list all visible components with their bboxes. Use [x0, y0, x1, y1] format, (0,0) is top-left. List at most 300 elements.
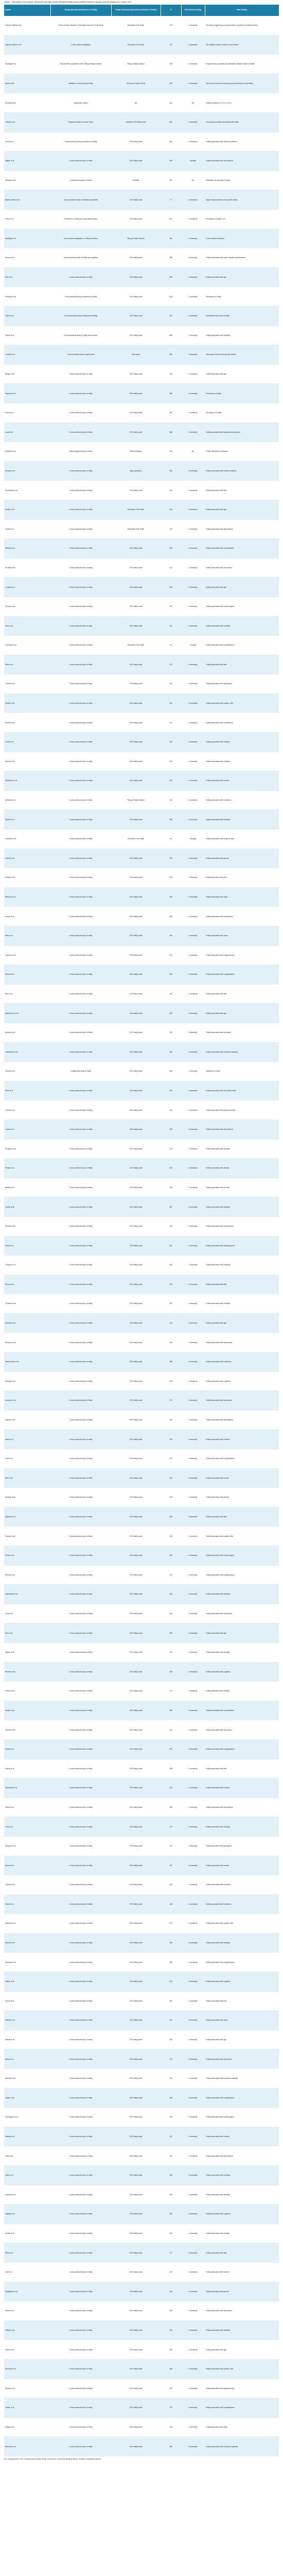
cell-author: Melo et al.: [4, 926, 50, 946]
cell-instrument: CHS frailty scale: [111, 2379, 161, 2398]
table-footnote: NA, not applicable; CHS, Cardiovascular Health Study; Community, community-dwelling elderly; Hospital, hospitalized elderly.: [4, 2458, 101, 2460]
cell-instrument: CHS frailty scale: [111, 2108, 161, 2127]
cell-author: Castro et al.: [4, 2088, 50, 2108]
table-row: [4, 267, 279, 287]
cell-finding: Frailty associated with mobility: [205, 2224, 279, 2243]
cell-finding: Frailty associated with depressive symptoms: [205, 422, 279, 442]
cell-author: Souza et al.: [4, 248, 50, 268]
table-row: [4, 1642, 279, 1662]
cell-setting: Community: [181, 210, 205, 229]
table-row: [4, 1275, 279, 1294]
cell-design: Cross-sectional study of frailty: [50, 2069, 111, 2089]
cell-instrument: Edmonton Frail Scale: [111, 636, 161, 655]
cell-instrument: CHS frailty scale: [111, 2437, 161, 2456]
cell-instrument: CHS frailty scale: [111, 1081, 161, 1100]
cell-design: Cross-sectional study of frailty: [50, 1565, 111, 1585]
cell-design: Cross-sectional study of frailty: [50, 1256, 111, 1275]
cell-n: 196: [161, 1933, 181, 1953]
cell-instrument: CHS frailty scale: [111, 693, 161, 713]
cell-setting: Community: [181, 2185, 205, 2205]
cell-finding: Frailty associated with walking speed: [205, 1236, 279, 1256]
cell-finding: Frailty associated with polypharmacy: [205, 1953, 279, 1972]
cell-finding: Frailty associated with widowhood: [205, 1333, 279, 1352]
cell-author: Nobre et al.: [4, 2301, 50, 2321]
cell-author: Oliveira et al.: [4, 1875, 50, 1895]
cell-author: Tomaz et al.: [4, 2398, 50, 2418]
table-row: [4, 1313, 279, 1333]
cell-finding: Frailty associated with age: [205, 500, 279, 519]
cell-design: Cross-sectional study of frailty: [50, 1430, 111, 1449]
cell-n: 168: [161, 1216, 181, 1236]
cell-n: 268: [161, 2224, 181, 2243]
cell-instrument: CHS frailty scale: [111, 210, 161, 229]
cell-instrument: CHS frailty scale: [111, 578, 161, 597]
cell-setting: Community: [181, 403, 205, 422]
cell-design: Cross-sectional study of frailty: [50, 539, 111, 558]
cell-author: Queiroz et al.: [4, 1410, 50, 1430]
cell-instrument: CHS frailty scale: [111, 384, 161, 403]
table-row: [4, 1507, 279, 1527]
cell-author: Teixeira et al.: [4, 674, 50, 694]
cell-n: 176: [161, 1139, 181, 1159]
cell-setting: Community: [181, 926, 205, 946]
cell-setting: Community: [181, 1720, 205, 1740]
cell-design: Cross-sectional study of frailty: [50, 403, 111, 422]
table-row: [4, 2011, 279, 2030]
cell-instrument: CHS frailty scale: [111, 2282, 161, 2301]
cell-instrument: CHS frailty scale: [111, 926, 161, 946]
cell-author: Sampaio et al.: [4, 1953, 50, 1972]
cell-design: Cross-sectional study of frailty: [50, 1759, 111, 1778]
cell-finding: Frailty associated with dependence: [205, 1798, 279, 1817]
cell-n: 142: [161, 1313, 181, 1333]
cell-setting: Community: [181, 539, 205, 558]
cell-instrument: CHS frailty scale: [111, 1972, 161, 1992]
cell-n: 156: [161, 2437, 181, 2456]
cell-finding: Frailty associated with sarcopenia: [205, 1604, 279, 1623]
cell-setting: Community: [181, 384, 205, 403]
table-row: [4, 500, 279, 519]
cell-finding: The adapted scale is valid for use in Brazil: [205, 35, 279, 55]
cell-instrument: CHS frailty scale: [111, 1256, 161, 1275]
table-row: [4, 1449, 279, 1469]
cell-finding: Frailty associated with disability: [205, 1256, 279, 1275]
cell-design: Cross-sectional study of frailty: [50, 1914, 111, 1934]
table-row: [4, 2127, 279, 2146]
cell-author: Domingues et al.: [4, 2108, 50, 2127]
cell-instrument: CHS frailty scale: [111, 2185, 161, 2205]
cell-finding: Frailty associated with disability: [205, 1933, 279, 1953]
cell-instrument: CHS frailty scale: [111, 1294, 161, 1314]
table-row: [4, 1914, 279, 1934]
table-row: [4, 1836, 279, 1856]
cell-design: Cross-sectional study of frailty: [50, 267, 111, 287]
cell-instrument: CHS frailty scale: [111, 674, 161, 694]
cell-instrument: CHS frailty scale: [111, 2166, 161, 2185]
cell-instrument: CHS frailty scale: [111, 287, 161, 307]
cell-author: Macedo et al.: [4, 1488, 50, 1507]
cell-finding: Frailty associated with depression: [205, 1391, 279, 1411]
cell-setting: Community: [181, 1701, 205, 1720]
cell-n: 159: [161, 1953, 181, 1972]
header-instrument: Frailty Instrument (operational definition of frailty): [111, 5, 161, 16]
cell-setting: Community: [181, 2243, 205, 2263]
cell-finding: Frailty associated with income: [205, 2262, 279, 2282]
cell-n: 238: [161, 1507, 181, 1527]
cell-design: Cross-sectional study of frailty: [50, 1507, 111, 1527]
cell-finding: Frailty associated with nutrition: [205, 1430, 279, 1449]
cell-instrument: CHS frailty scale: [111, 945, 161, 965]
table-row: [4, 1430, 279, 1449]
cell-setting: Community: [181, 326, 205, 345]
cell-n: 2,112: [161, 287, 181, 307]
cell-finding: Frailty associated with nutrition: [205, 2127, 279, 2146]
cell-finding: Frailty associated with sleep: [205, 2011, 279, 2030]
cell-n: 246: [161, 1798, 181, 1817]
table-row: [4, 1972, 279, 1992]
cell-author: Miranda et al.: [4, 1371, 50, 1391]
cell-finding: Frailty associated with education: [205, 1875, 279, 1895]
cell-instrument: CHS frailty scale: [111, 190, 161, 210]
cell-design: Cross-sectional study of frailty: [50, 461, 111, 481]
cell-design: Cross-sectional study of frailty: [50, 1991, 111, 2011]
cell-n: 191: [161, 674, 181, 694]
cell-finding: Frailty associated with loneliness: [205, 790, 279, 810]
cell-design: Cross-sectional study of frailty: [50, 984, 111, 1004]
cell-design: Cross-sectional study of frailty: [50, 1739, 111, 1759]
cell-design: Cross-sectional study of frailty: [50, 674, 111, 694]
cell-setting: Community: [181, 655, 205, 674]
cell-finding: Frailty associated with falls: [205, 481, 279, 500]
cell-setting: Community: [181, 1875, 205, 1895]
cell-design: Cross-cultural adaptation of Tilburg indicator: [50, 229, 111, 248]
cell-n: 120: [161, 733, 181, 752]
cell-n: 311: [161, 597, 181, 616]
studies-table: [4, 5, 279, 2456]
cell-setting: Community: [181, 1256, 205, 1275]
cell-n: 183: [161, 2166, 181, 2185]
cell-instrument: Edmonton Frail Scale: [111, 500, 161, 519]
cell-finding: Self-report instrument showed good sensitivity and specificity: [205, 74, 279, 93]
cell-author: Coelho et al.: [4, 1682, 50, 1701]
cell-finding: Frailty associated with mobility: [205, 1682, 279, 1701]
table-row: [4, 1023, 279, 1042]
cell-author: Azevedo et al.: [4, 1391, 50, 1411]
cell-design: Cross-sectional study of frailty: [50, 1100, 111, 1120]
cell-setting: Community: [181, 519, 205, 539]
cell-instrument: CHS frailty scale: [111, 1565, 161, 1585]
cell-instrument: CHS frailty scale: [111, 1991, 161, 2011]
cell-design: Cross-sectional study of frailty: [50, 481, 111, 500]
cell-design: Cross-sectional study of frailty: [50, 1216, 111, 1236]
table-row: [4, 733, 279, 752]
cell-setting: Community: [181, 2030, 205, 2049]
cell-author: Andrade et al.: [4, 171, 50, 190]
cell-author: Lenardt et al.: [4, 345, 50, 365]
header-n: N: [161, 5, 181, 16]
cell-instrument: CHS frailty scale: [111, 1604, 161, 1623]
cell-design: Cross-sectional study of frailty: [50, 1120, 111, 1139]
cell-finding: Frailty associated with social support: [205, 597, 279, 616]
cell-n: 133: [161, 1430, 181, 1449]
cell-finding: Frailty associated with loneliness: [205, 1352, 279, 1372]
cell-author: Carvalho et al.: [4, 829, 50, 849]
table-row: [4, 422, 279, 442]
cell-author: Oliveira et al.: [4, 539, 50, 558]
cell-setting: Community: [181, 1836, 205, 1856]
cell-author: Neri et al.: [4, 267, 50, 287]
cell-n: 139: [161, 1642, 181, 1662]
cell-setting: Community: [181, 229, 205, 248]
cell-author: Moreira et al.: [4, 1023, 50, 1042]
table-row: [4, 597, 279, 616]
cell-setting: Community: [181, 1042, 205, 1062]
cell-setting: Community: [181, 597, 205, 616]
cell-author: Valente et al.: [4, 2011, 50, 2030]
cell-author: Martins et al.: [4, 868, 50, 888]
cell-n: 244: [161, 771, 181, 791]
cell-author: Leite et al.: [4, 1449, 50, 1469]
cell-n: 258: [161, 2030, 181, 2049]
cell-instrument: CHS frailty scale: [111, 481, 161, 500]
cell-setting: Community: [181, 1352, 205, 1372]
cell-n: 257: [161, 1197, 181, 1217]
cell-finding: Frailty associated with falls: [205, 984, 279, 1004]
cell-finding: Frailty associated with sleep: [205, 887, 279, 907]
cell-n: 164: [161, 1604, 181, 1623]
cell-finding: Prevalence of frailty: [205, 403, 279, 422]
cell-setting: Community: [181, 500, 205, 519]
cell-setting: Community: [181, 1662, 205, 1682]
cell-author: Irigaray et al.: [4, 2205, 50, 2224]
cell-instrument: CHS frailty scale: [111, 2243, 161, 2263]
table-row: [4, 55, 279, 74]
cell-setting: Community: [181, 1197, 205, 1217]
cell-instrument: CHS frailty scale: [111, 1333, 161, 1352]
cell-setting: Community: [181, 2398, 205, 2418]
table-row: [4, 1662, 279, 1682]
cell-finding: Frailty associated with dependence: [205, 2146, 279, 2166]
cell-n: 171: [161, 1682, 181, 1701]
cell-design: Cross-sectional study of frailty: [50, 1197, 111, 1217]
cell-setting: Community: [181, 558, 205, 578]
cell-instrument: CHS frailty scale: [111, 1275, 161, 1294]
table-row: [4, 307, 279, 326]
cell-finding: Frailty associated with age: [205, 2030, 279, 2049]
cell-instrument: CHS frailty scale: [111, 151, 161, 171]
cell-finding: Frailty associated with length of stay: [205, 829, 279, 849]
cell-n: 137: [161, 35, 181, 55]
cell-finding: Frailty associated with polypharmacy: [205, 2379, 279, 2398]
cell-n: 77: [161, 190, 181, 210]
cell-instrument: CHS frailty scale: [111, 422, 161, 442]
cell-design: Cross-sectional study of frailty: [50, 2398, 111, 2418]
cell-setting: Community: [181, 248, 205, 268]
cell-finding: Frailty instruments reviewed: [205, 442, 279, 462]
cell-design: Cross-sectional study of frailty: [50, 1682, 111, 1701]
cell-n: 199: [161, 1120, 181, 1139]
cell-n: 288: [161, 1042, 181, 1062]
cell-instrument: Edmonton Frail Scale: [111, 35, 161, 55]
cell-design: Cross-sectional study of frailty and mobility: [50, 307, 111, 326]
cell-author: Campos et al.: [4, 1256, 50, 1275]
table-row: [4, 1256, 279, 1275]
cell-author: Lana et al.: [4, 422, 50, 442]
cell-author: Bezerra et al.: [4, 1662, 50, 1682]
cell-instrument: CHS frailty scale: [111, 1953, 161, 1972]
cell-instrument: CHS frailty scale: [111, 655, 161, 674]
cell-instrument: CHS frailty scale: [111, 1623, 161, 1643]
cell-n: 148: [161, 1894, 181, 1914]
table-row: [4, 1391, 279, 1411]
cell-n: 144: [161, 2320, 181, 2340]
cell-design: Cross-sectional study in Brazilian population: [50, 190, 111, 210]
cell-finding: Frailty associated with falls: [205, 1507, 279, 1527]
cell-finding: Frailty associated with pain: [205, 868, 279, 888]
cell-instrument: CHS frailty scale: [111, 1527, 161, 1546]
header-setting: Recruitment setting: [181, 5, 205, 16]
cell-finding: Reflection on concepts of frailty: [205, 171, 279, 190]
cell-design: Cross-sectional study of frailty: [50, 1933, 111, 1953]
cell-design: Cross-sectional study of frailty: [50, 733, 111, 752]
cell-design: Cross-sectional study of frailty: [50, 1081, 111, 1100]
cell-author: Fonseca et al.: [4, 1294, 50, 1314]
table-row: [4, 539, 279, 558]
cell-setting: Hospital: [181, 829, 205, 849]
cell-instrument: CHS frailty scale: [111, 2049, 161, 2069]
table-row: [4, 2398, 279, 2418]
cell-finding: Frailty associated with depression: [205, 2301, 279, 2321]
cell-setting: Community: [181, 965, 205, 985]
cell-instrument: CHS frailty scale: [111, 1798, 161, 1817]
cell-author: Henriques et al.: [4, 1778, 50, 1798]
cell-n: 121: [161, 616, 181, 636]
cell-n: 109: [161, 1023, 181, 1042]
cell-author: Quintela et al.: [4, 1914, 50, 1934]
table-row: [4, 1042, 279, 1062]
cell-setting: Community: [181, 1313, 205, 1333]
cell-author: Cardoso et al.: [4, 945, 50, 965]
table-caption: [4, 1, 279, 4]
cell-setting: Community: [181, 1914, 205, 1934]
cell-n: 688: [161, 326, 181, 345]
cell-instrument: CHS frailty scale: [111, 1778, 161, 1798]
cell-finding: Frailty associated with cognition: [205, 1662, 279, 1682]
cell-instrument: CHS frailty scale: [111, 733, 161, 752]
cell-instrument: CHS frailty scale: [111, 1585, 161, 1604]
cell-setting: Community: [181, 345, 205, 365]
cell-design: Cross-sectional study of frailty: [50, 1778, 111, 1798]
cell-design: Cross-sectional study of frailty: [50, 1701, 111, 1720]
table-row: [4, 2166, 279, 2185]
cell-design: Systematic review: [50, 93, 111, 113]
table-row: [4, 1759, 279, 1778]
cell-instrument: CHS frailty scale: [111, 1042, 161, 1062]
cell-instrument: CHS frailty scale: [111, 1449, 161, 1469]
cell-setting: Community: [181, 1856, 205, 1875]
cell-finding: Frailty prevalence 6.7% to 74.1%: [205, 93, 279, 113]
cell-instrument: CHS frailty scale: [111, 2030, 161, 2049]
cell-design: Cross-sectional study of frailty: [50, 1546, 111, 1566]
cell-design: Cross-sectional study of frailty: [50, 500, 111, 519]
cell-instrument: CHS frailty scale: [111, 1236, 161, 1256]
cell-finding: Frailty associated with income: [205, 1468, 279, 1488]
cell-n: 300: [161, 1256, 181, 1275]
cell-author: Estrela et al.: [4, 2127, 50, 2146]
cell-author: Klein et al.: [4, 2243, 50, 2263]
cell-author: Garcia et al.: [4, 1759, 50, 1778]
cell-author: Cunha et al.: [4, 1197, 50, 1217]
cell-design: Cross-sectional study of frailty: [50, 790, 111, 810]
table-row: [4, 93, 279, 113]
table-row: [4, 1720, 279, 1740]
cell-setting: Community: [181, 1216, 205, 1236]
cell-finding: Frailty associated with quality of life: [205, 2359, 279, 2379]
cell-design: Cross-sectional study of frailty: [50, 887, 111, 907]
table-row: [4, 326, 279, 345]
cell-instrument: CHS frailty scale: [111, 1197, 161, 1217]
cell-design: Cross-sectional study of frailty: [50, 2224, 111, 2243]
cell-finding: Frailty associated with dependence: [205, 151, 279, 171]
table-row: [4, 35, 279, 55]
cell-finding: Frailty associated with lower cognitive performance: [205, 248, 279, 268]
cell-n: 226: [161, 1662, 181, 1682]
table-row: [4, 1410, 279, 1430]
cell-author: Closs et al.: [4, 132, 50, 151]
cell-instrument: Methodological: [111, 442, 161, 462]
cell-n: 153: [161, 887, 181, 907]
cell-setting: Community: [181, 1682, 205, 1701]
cell-author: Mendes et al.: [4, 1216, 50, 1236]
cell-design: Cross-sectional study of frailty: [50, 2437, 111, 2456]
cell-design: Cross-sectional study of frailty: [50, 597, 111, 616]
cell-author: Xavier et al.: [4, 1546, 50, 1566]
cell-setting: Community: [181, 1294, 205, 1314]
cell-finding: Frailty associated with disability: [205, 1585, 279, 1604]
table-row: [4, 965, 279, 985]
cell-n: 152: [161, 1720, 181, 1740]
cell-design: Cross-sectional study of frailty: [50, 1159, 111, 1178]
cell-n: 411: [161, 558, 181, 578]
cell-instrument: Edmonton Frail Scale: [111, 519, 161, 539]
cell-n: 123: [161, 1778, 181, 1798]
cell-author: Leal et al.: [4, 2262, 50, 2282]
cell-setting: NA: [181, 442, 205, 462]
cell-design: Cross-sectional study of frailty: [50, 2243, 111, 2263]
cell-author: Vargas et al.: [4, 2417, 50, 2437]
cell-finding: Frailty associated with medications: [205, 713, 279, 733]
table-row: [4, 1817, 279, 1837]
cell-finding: Frailty associated with falls: [205, 655, 279, 674]
cell-instrument: Edmonton Frail Scale: [111, 16, 161, 36]
table-row: [4, 2262, 279, 2282]
table-row: [4, 113, 279, 132]
cell-author: da Silva et al.: [4, 558, 50, 578]
table-row: [4, 248, 279, 268]
cell-instrument: CHS frailty scale: [111, 2088, 161, 2108]
cell-instrument: CHS frailty scale: [111, 2011, 161, 2030]
cell-author: Marques et al.: [4, 1836, 50, 1856]
table-row: [4, 151, 279, 171]
cell-finding: Frailty associated with diabetes: [205, 1197, 279, 1217]
cell-instrument: CHS frailty scale: [111, 1894, 161, 1914]
table-row: [4, 2320, 279, 2340]
cell-instrument: Gait speed: [111, 345, 161, 365]
cell-author: Pires et al.: [4, 616, 50, 636]
cell-n: 276: [161, 1914, 181, 1934]
cell-instrument: CHS frailty scale: [111, 2417, 161, 2437]
cell-setting: Community: [181, 1120, 205, 1139]
